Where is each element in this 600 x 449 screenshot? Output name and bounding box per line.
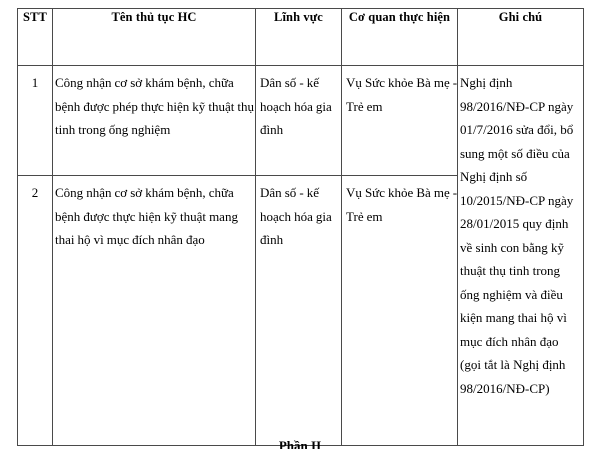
table-body: [18, 66, 584, 446]
column-header-agency: [342, 9, 458, 66]
column-header-agency-label: Cơ quan thực hiện: [348, 10, 451, 24]
cell-stt-value: 1: [31, 75, 39, 90]
cell-field: [256, 176, 342, 446]
table-header: [18, 9, 584, 66]
page-section-label: Phần II: [278, 438, 322, 449]
cell-field-value: Dân số - kế hoạch hóa gia đình: [260, 75, 332, 137]
cell-stt: [18, 66, 53, 176]
cell-note-value: Nghị định 98/2016/NĐ-CP ngày 01/7/2016 sửa đổi, bổ sung một số điều của Nghị định số 10/2015/NĐ-CP ngày 28/01/2015 quy định về sinh con bằng kỹ thuật thụ tinh trong ống nghiệm và điều kiện mang thai hộ vì mục đích nhân đạo (gọi tắt là Nghị định 98/2016/NĐ-CP): [460, 75, 574, 396]
cell-agency-value: Vụ Sức khỏe Bà mẹ - Trẻ em: [346, 185, 458, 224]
table-header-row: [18, 9, 584, 66]
column-header-stt: [18, 9, 53, 66]
cell-stt: [18, 176, 53, 446]
cell-agency: [342, 176, 458, 446]
cell-procedure-name-value: Công nhận cơ sở khám bệnh, chữa bệnh được phép thực hiện kỹ thuật thụ tinh trong ống nghiệm: [55, 75, 254, 137]
column-header-field: [256, 9, 342, 66]
column-header-note: [458, 9, 584, 66]
cell-field: [256, 66, 342, 176]
cell-note-merged: [458, 66, 584, 446]
cell-agency-value: Vụ Sức khỏe Bà mẹ - Trẻ em: [346, 75, 458, 114]
administrative-procedures-table: [17, 8, 584, 446]
column-header-field-label: Lĩnh vực: [274, 10, 323, 24]
column-header-stt-label: STT: [23, 10, 47, 24]
cell-procedure-name-value: Công nhận cơ sở khám bệnh, chữa bệnh được thực hiện kỹ thuật mang thai hộ vì mục đích nhân đạo: [55, 185, 238, 247]
cell-procedure-name: [53, 66, 256, 176]
cell-field-value: Dân số - kế hoạch hóa gia đình: [260, 185, 332, 247]
cell-procedure-name: [53, 176, 256, 446]
column-header-procedure-name: [53, 9, 256, 66]
table-row: [18, 66, 584, 176]
column-header-procedure-name-label: Tên thủ tục HC: [111, 10, 197, 24]
column-header-note-label: Ghi chú: [498, 10, 543, 24]
cell-stt-value: 2: [31, 185, 39, 200]
cell-agency: [342, 66, 458, 176]
